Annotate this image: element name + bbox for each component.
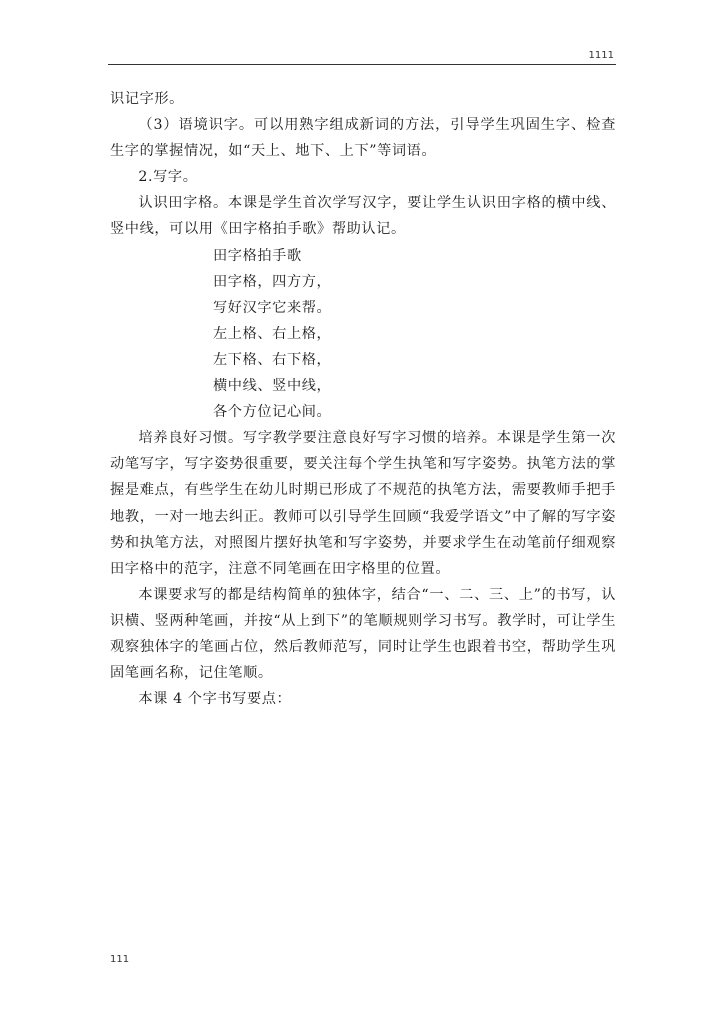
- poem-block: [110, 243, 616, 426]
- poem-line: 写好汉字它来帮。: [213, 299, 332, 316]
- poem-line: 各个方位记心间。: [213, 404, 332, 421]
- poem-title: 田字格拍手歌: [213, 247, 302, 264]
- poem-line: 左上格、右上格，: [213, 325, 332, 342]
- paragraph-stroke-order: 本课要求写的都是结构简单的独体字，结合“一、二、三、上”的书写，认识横、竖两种笔画，并按“从上到下”的笔顺规则学习书写。教学时，可让学生观察独体字的笔画占位，然后教师范写，同时让学生也跟着书空，帮助学生巩固笔画名称，记住笔顺。: [110, 586, 616, 682]
- paragraph-writing-points: 本课 4 个字书写要点：: [138, 691, 292, 708]
- paragraph-context-literacy: （3）语境识字。可以用熟字组成新词的方法，引导学生巩固生字、检查生字的掌握情况，如“天上、地下、上下”等词语。: [110, 117, 616, 160]
- paragraph-tianzige-intro: 认识田字格。本课是学生首次学写汉字，要让学生认识田字格的横中线、竖中线，可以用《田字格拍手歌》帮助认记。: [110, 195, 616, 238]
- header-page-number: 1111: [588, 50, 614, 61]
- poem-line: 田字格，四方方，: [213, 273, 332, 290]
- poem-line: 左下格、右下格，: [213, 351, 332, 368]
- document-body: [110, 86, 616, 712]
- paragraph-1: 识记字形。: [110, 91, 184, 107]
- header-divider: [108, 64, 616, 65]
- section-heading-writing: 2.写字。: [138, 169, 198, 186]
- poem-line: 横中线、竖中线，: [213, 378, 332, 395]
- footer-page-number: 111: [110, 954, 130, 965]
- paragraph-writing-habits: 培养良好习惯。写字教学要注意良好写字习惯的培养。本课是学生第一次动笔写字，写字姿势很重要，要关注每个学生执笔和写字姿势。执笔方法的掌握是难点，有些学生在幼儿时期已形成了不规范的执笔方法，需要教师手把手地教，一对一地去纠正。教师可以引导学生回顾“我爱学语文”中了解的写字姿势和执笔方法，对照图片摆好执笔和写字姿势，并要求学生在动笔前仔细观察田字格中的范字，注意不同笔画在田字格里的位置。: [110, 430, 616, 577]
